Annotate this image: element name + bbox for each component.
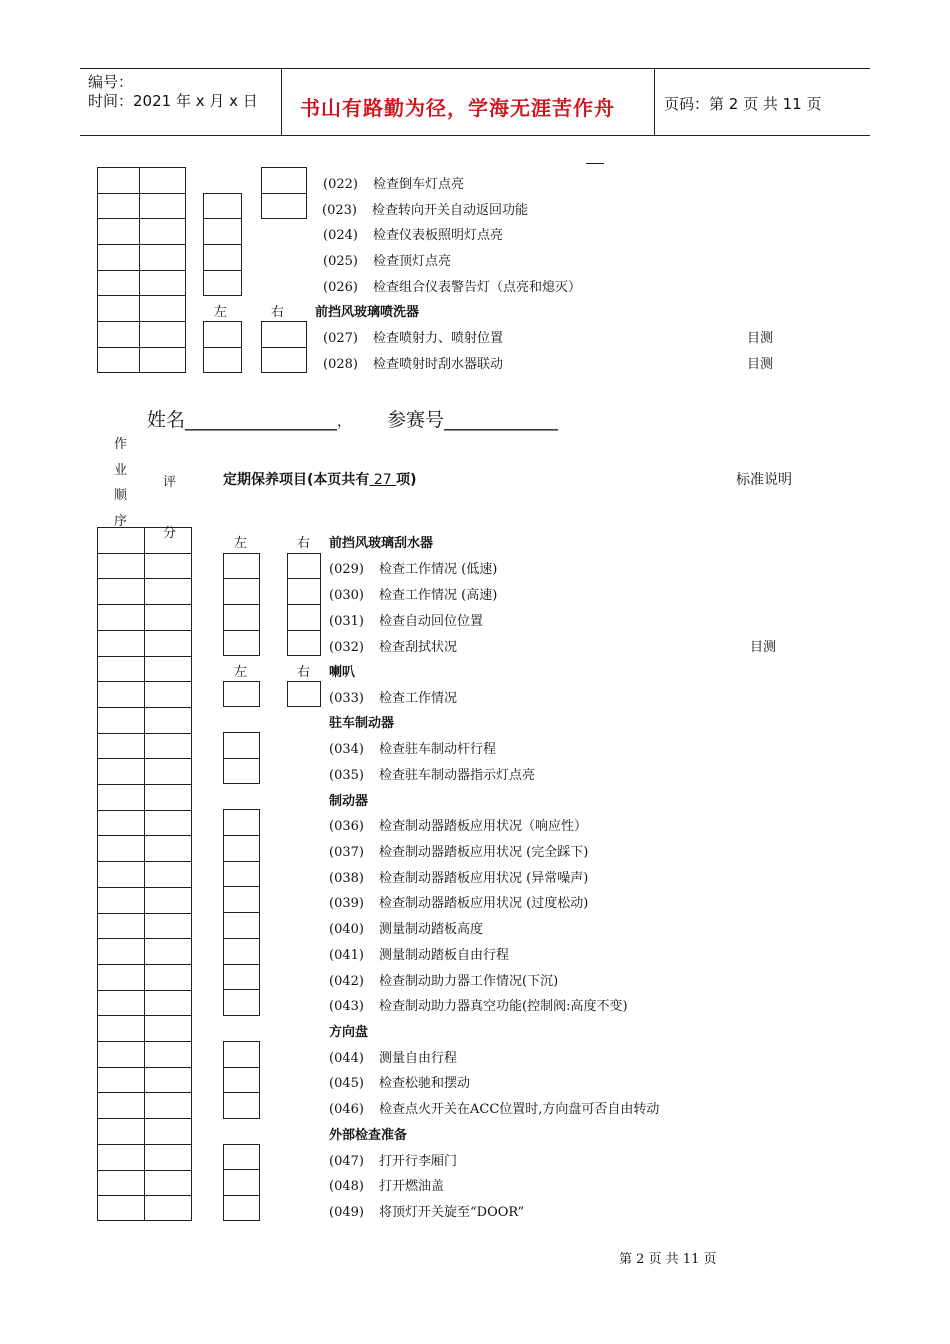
item-028 <box>323 353 503 372</box>
item-036 <box>329 815 587 834</box>
item-text: 检查松驰和摆动 <box>379 1076 471 1091</box>
item-code: (047) <box>329 1154 364 1169</box>
left-label: 左 <box>214 305 228 320</box>
item-022 <box>323 173 464 192</box>
item-038 <box>329 867 588 886</box>
item-text: 检查驻车制动器指示灯点亮 <box>379 768 536 783</box>
item-text: 打开行李厢门 <box>379 1154 458 1169</box>
item-code: (027) <box>323 331 358 346</box>
item-text: 将顶灯开关旋至“DOOR” <box>379 1205 525 1220</box>
section-title-brake: 制动器 <box>329 794 369 809</box>
document-number-label: 编号： <box>88 73 134 91</box>
right-label: 右 <box>297 665 311 680</box>
item-text: 检查制动器踏板应用状况 (过度松动) <box>379 896 589 911</box>
standard-column-header: 标准说明 <box>736 472 792 488</box>
header-char: 作 <box>114 437 128 452</box>
standard-note: 目测 <box>750 640 777 655</box>
right-label: 右 <box>297 536 311 551</box>
item-text: 检查点火开关在ACC位置时,方向盘可否自由转动 <box>379 1102 660 1117</box>
item-043 <box>329 995 628 1014</box>
item-045 <box>329 1072 470 1091</box>
item-code: (035) <box>329 768 364 783</box>
item-text: 检查制动器踏板应用状况 (异常噪声) <box>379 871 589 886</box>
item-code: (037) <box>329 845 364 860</box>
item-code: (036) <box>329 819 364 834</box>
item-030 <box>329 584 497 603</box>
item-code: (032) <box>329 640 364 655</box>
item-code: (049) <box>329 1205 364 1220</box>
item-code: (040) <box>329 922 364 937</box>
order-column-header <box>114 432 128 534</box>
item-text: 检查转向开关自动返回功能 <box>372 203 529 218</box>
item-code: (031) <box>329 614 364 629</box>
item-code: (042) <box>329 974 364 989</box>
item-text: 检查倒车灯点亮 <box>373 177 465 192</box>
name-label: 姓名 <box>147 409 186 431</box>
project-title-prefix: 定期保养项目(本页共有 <box>223 472 370 488</box>
item-code: (034) <box>329 742 364 757</box>
item-code: (029) <box>329 562 364 577</box>
item-040 <box>329 918 483 937</box>
item-044 <box>329 1047 457 1066</box>
item-033 <box>329 687 457 706</box>
item-code: (022) <box>323 177 358 192</box>
item-026 <box>323 276 581 295</box>
project-count: 27 <box>369 472 397 488</box>
item-code: (041) <box>329 948 364 963</box>
standard-note: 目测 <box>747 331 774 346</box>
participant-line <box>147 405 351 432</box>
item-text: 检查自动回位位置 <box>379 614 484 629</box>
item-text: 检查制动助力器工作情况(下沉) <box>379 974 559 989</box>
item-029 <box>329 558 497 577</box>
section-title-horn: 喇叭 <box>329 665 356 680</box>
separator: ， <box>337 414 352 430</box>
item-code: (043) <box>329 999 364 1014</box>
item-032 <box>329 636 457 655</box>
project-title-suffix: 项) <box>396 472 417 488</box>
item-037 <box>329 841 588 860</box>
right-label: 右 <box>271 305 285 320</box>
item-code: (028) <box>323 357 358 372</box>
item-text: 检查制动助力器真空功能(控制阀:高度不变) <box>379 999 628 1014</box>
item-049 <box>329 1201 524 1220</box>
header-char: 评 <box>163 475 177 490</box>
item-text: 检查驻车制动杆行程 <box>379 742 497 757</box>
item-048 <box>329 1175 444 1194</box>
entry-number-line <box>387 405 558 432</box>
item-text: 打开燃油盖 <box>379 1179 445 1194</box>
item-text: 检查刮拭状况 <box>379 640 458 655</box>
item-text: 测量制动踏板自由行程 <box>379 948 510 963</box>
item-text: 测量自由行程 <box>379 1051 458 1066</box>
page-indicator: 页码：第 2 页 共 11 页 <box>664 95 822 113</box>
item-text: 检查制动器踏板应用状况 (完全踩下) <box>379 845 589 860</box>
document-date: 时间：2021 年 x 月 x 日 <box>88 92 258 110</box>
item-035 <box>329 764 535 783</box>
item-text: 检查工作情况 (低速) <box>379 562 498 577</box>
item-code: (046) <box>329 1102 364 1117</box>
item-text: 检查工作情况 (高速) <box>379 588 498 603</box>
section-title-wiper: 前挡风玻璃刮水器 <box>329 536 434 551</box>
item-text: 测量制动踏板高度 <box>379 922 484 937</box>
item-text: 检查工作情况 <box>379 691 458 706</box>
item-041 <box>329 944 509 963</box>
name-field[interactable]: ________________ <box>185 409 338 431</box>
section-title-steering: 方向盘 <box>329 1025 369 1040</box>
item-042 <box>329 970 558 989</box>
item-text: 检查制动器踏板应用状况（响应性） <box>379 819 588 834</box>
header-char: 业 <box>114 462 128 478</box>
header-char: 序 <box>114 513 128 529</box>
item-025 <box>323 250 451 269</box>
item-047 <box>329 1150 457 1169</box>
item-code: (026) <box>323 280 358 295</box>
left-label: 左 <box>234 665 248 680</box>
header-char: 顺 <box>114 488 128 503</box>
standard-note: 目测 <box>747 357 774 372</box>
item-code: (048) <box>329 1179 364 1194</box>
item-code: (044) <box>329 1051 364 1066</box>
item-text: 检查喷射时刮水器联动 <box>373 357 504 372</box>
item-031 <box>329 610 483 629</box>
item-code: (030) <box>329 588 364 603</box>
project-title <box>223 469 417 489</box>
item-code: (023) <box>322 203 357 218</box>
section-title-exterior: 外部检查准备 <box>329 1128 408 1143</box>
section-title-parking-brake: 驻车制动器 <box>329 716 395 731</box>
item-text: 检查顶灯点亮 <box>373 254 452 269</box>
item-text: 检查喷射力、喷射位置 <box>373 331 504 346</box>
item-046 <box>329 1098 659 1117</box>
score-column-header <box>163 457 177 559</box>
section-title-washer: 前挡风玻璃喷洗器 <box>315 305 420 320</box>
page-footer: 第 2 页 共 11 页 <box>619 1252 717 1267</box>
item-code: (024) <box>323 228 358 243</box>
item-code: (038) <box>329 871 364 886</box>
item-code: (039) <box>329 896 364 911</box>
item-024 <box>323 224 503 243</box>
item-code: (033) <box>329 691 364 706</box>
item-039 <box>329 892 588 911</box>
entry-number-label: 参赛号 <box>387 409 445 431</box>
entry-number-field[interactable]: ____________ <box>444 409 559 431</box>
item-text: 检查组合仪表警告灯（点亮和熄灭） <box>373 280 582 295</box>
item-code: (025) <box>323 254 358 269</box>
item-text: 检查仪表板照明灯点亮 <box>373 228 504 243</box>
left-label: 左 <box>234 536 248 551</box>
item-code: (045) <box>329 1076 364 1091</box>
header-motto: 书山有路勤为径，学海无涯苦作舟 <box>300 96 615 120</box>
item-034 <box>329 738 496 757</box>
item-023 <box>322 199 528 218</box>
header-char: 分 <box>163 526 177 541</box>
item-027 <box>323 327 503 346</box>
